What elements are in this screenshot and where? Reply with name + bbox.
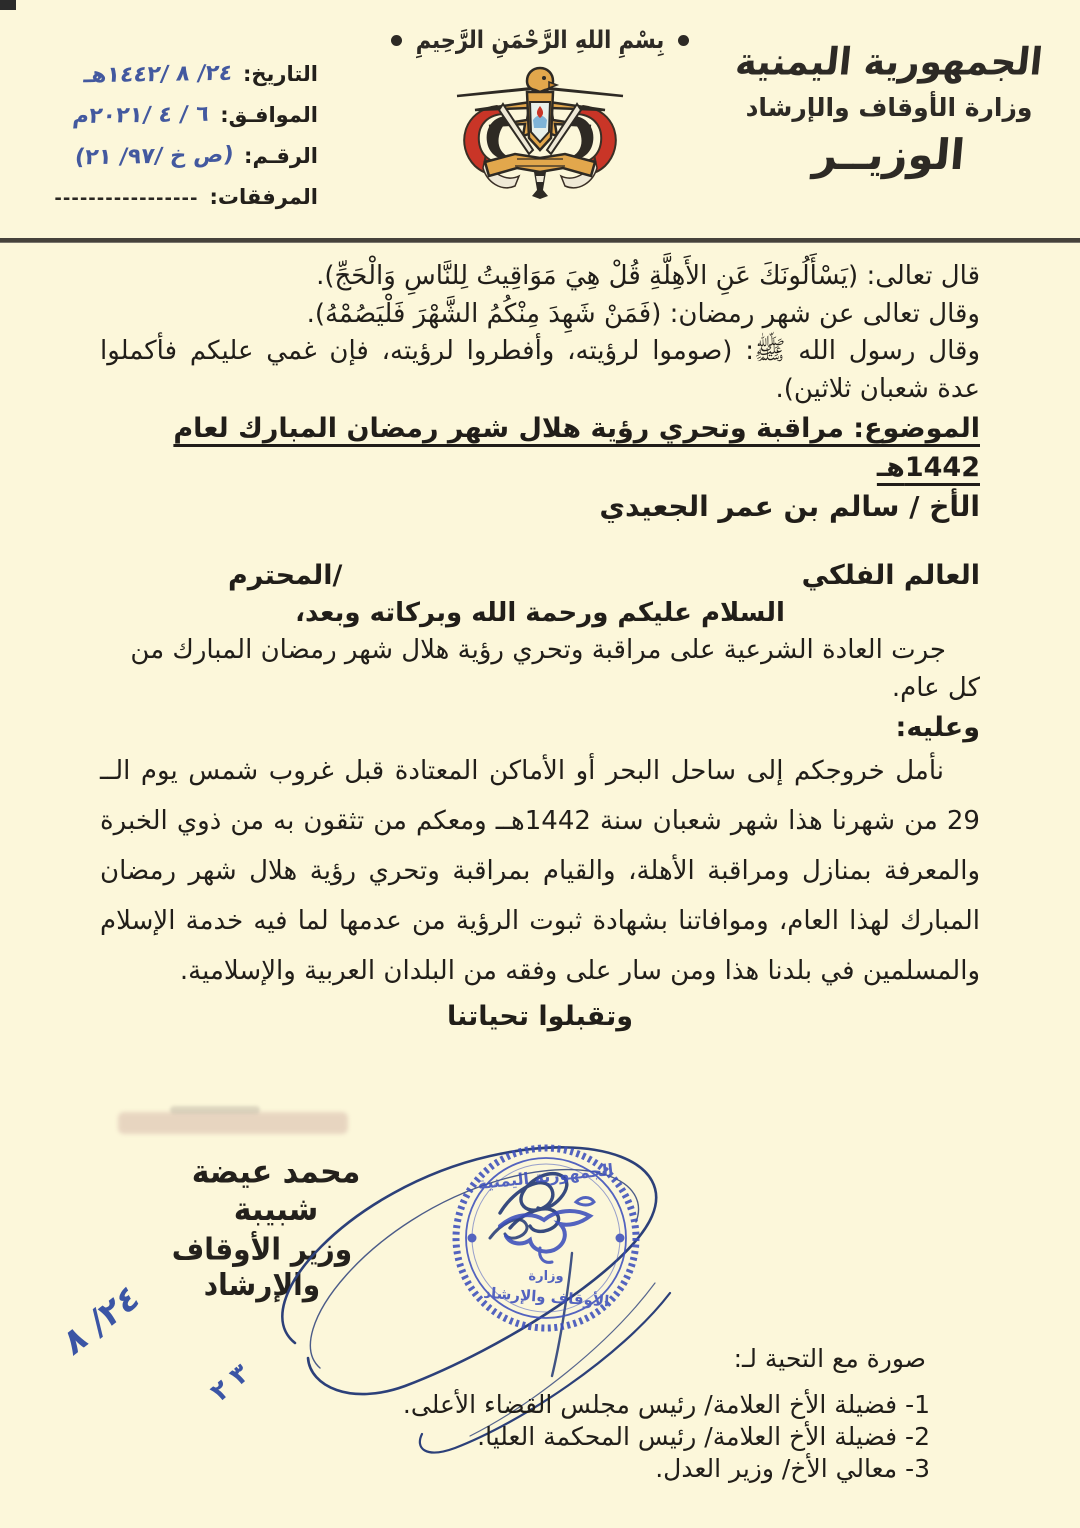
handwritten-note-2: ٣ ٢ (205, 1358, 256, 1408)
honorific: /المحترم (228, 559, 343, 591)
org-office-title: الوزيــر (811, 130, 967, 179)
basmala-row (375, 28, 705, 52)
addressee-role-row (100, 556, 980, 595)
cc-heading: صورة مع التحية لـ: (733, 1344, 926, 1373)
official-ministry-stamp (448, 1140, 644, 1336)
subject-line: الموضوع: مراقبة وتحري رؤية هلال شهر رمضان المبارك لعام 1442هـ (173, 412, 980, 483)
stamp-top-text: الجمهورية اليمنية (476, 1159, 615, 1194)
cc-item-3: 3- معالي الأخ/ وزير العدل. (655, 1453, 930, 1483)
intro-paragraph: جرت العادة الشرعية على مراقبة وتحري رؤية هلال شهر رمضان المبارك من كل عام. (130, 635, 980, 704)
closing-line: وتقبلوا تحياتنا (446, 1000, 634, 1032)
date-value-handwritten: ٢٤/ ٨ /١٤٤٢هـ (82, 60, 234, 89)
ref-number-label: الرقـم: (244, 144, 318, 168)
ink-bleed-ghost (118, 1112, 348, 1134)
minister-title: وزير الأوقاف والإرشاد (171, 1231, 353, 1303)
cc-list (403, 1389, 930, 1484)
date-label: التاريخ: (242, 62, 318, 86)
stamp-bottom-text-2: الأوقاف والإرشاد (482, 1283, 610, 1311)
therefore-line: وعليه: (895, 711, 980, 743)
header-divider-rule (0, 238, 1080, 243)
gregorian-label: الموافـق: (220, 103, 318, 127)
quran-verse-1: قال تعالى: (يَسْأَلُونَكَ عَنِ الأَهِلَّةِ قُلْ هِيَ مَوَاقِيتُ لِلنَّاسِ وَالْحَجِّ). (316, 261, 980, 291)
org-ministry-title: وزارة الأوقاف والإرشاد (745, 93, 1033, 122)
meta-row-gregorian (26, 97, 318, 138)
header-center (375, 28, 705, 204)
cc-item-1: 1- فضيلة الأخ العلامة/ رئيس مجلس القضاء الأعلى. (402, 1390, 930, 1419)
header-org-block (724, 42, 1054, 179)
org-country-title: الجمهورية اليمنية (733, 40, 1045, 85)
scan-corner-artifact (0, 0, 16, 10)
attachments-value: ----------------- (54, 188, 199, 209)
attachments-label: المرفقات: (209, 185, 318, 209)
basmala-dot-left (391, 35, 402, 46)
stamp-bottom-text-1: وزارة (528, 1269, 564, 1284)
quran-verse-2: وقال تعالى عن شهر رمضان: (فَمَنْ شَهِدَ مِنْكُمُ الشَّهْرَ فَلْيَصُمْهُ). (306, 298, 980, 329)
gregorian-value-handwritten: ٦ / ٤ /٢٠٢١م (71, 101, 211, 130)
request-paragraph: نأمل خروجكم إلى ساحل البحر أو الأماكن المعتادة قبل غروب شمس يوم الــ 29 من شهرنا هذا شهر شعبان سنة 1442هــ ومعكم من تثقون به من ذوي الخبرة والمعرفة بمنازل ومراقبة الأهلة، والقيام بمراقبة وتحري رؤية هلال شهر رمضان المبارك لهذا العام، وموافاتنا بشهادة ثبوت الرؤية من عدمها لما فيه خدمة الإسلام والمسلمين في بلدنا هذا ومن سار على وفقه من البلدان العربية والإسلامية. (100, 755, 980, 986)
ref-number-value-handwritten: (ص خ /٩٧/ ٢١) (73, 142, 235, 171)
meta-row-date (26, 56, 318, 97)
basmala-text: بِسْمِ اللهِ الرَّحْمَنِ الرَّحِيمِ (415, 26, 665, 54)
salutation-line: السلام عليكم ورحمة الله وبركاته وبعد، (295, 597, 785, 628)
cc-footer (403, 1344, 930, 1484)
yemen-coat-of-arms-icon (445, 58, 635, 200)
minister-name: محمد عيضة شبيبة (191, 1153, 361, 1229)
meta-row-attachments (26, 179, 318, 220)
basmala-dot-right (678, 35, 689, 46)
cc-item-2: 2- فضيلة الأخ العلامة/ رئيس المحكمة العليا. (477, 1421, 930, 1451)
letter-meta-block (26, 56, 318, 220)
letter-body (0, 258, 1080, 1036)
handwritten-date-note: ٢٤/ ٨ (57, 1275, 146, 1365)
addressee-name: الأخ / سالم بن عمر الجعيدي (599, 490, 980, 524)
ink-bleed-ghost-2 (170, 1106, 260, 1114)
hadith-quote: وقال رسول الله ﷺ: (صوموا لرؤيته، وأفطروا لرؤيته، فإن غمي عليكم فأكملوا عدة شعبان ثلاثين). (100, 336, 980, 405)
addressee-role: العالم الفلكي (801, 559, 980, 591)
meta-row-ref-number (26, 138, 318, 179)
